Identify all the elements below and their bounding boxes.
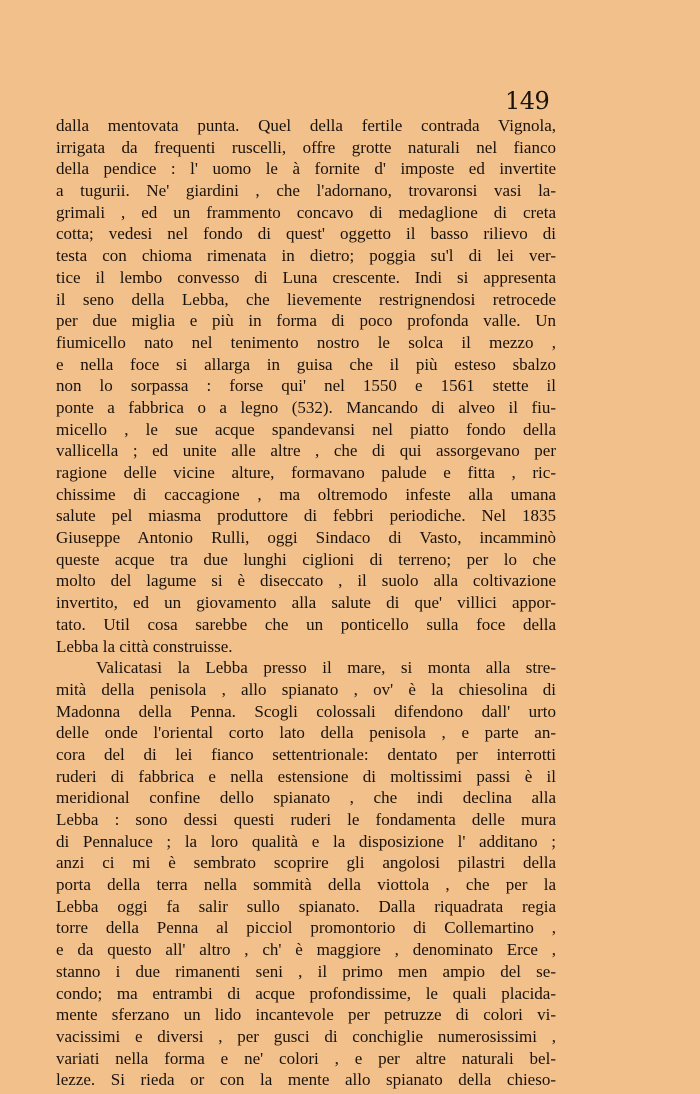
text-line: Lebba la città construisse. (56, 636, 233, 656)
body-text (56, 115, 556, 1091)
text-line: torre della Penna al picciol promontorio di Collemartino , (56, 918, 556, 938)
text-line: Madonna della Penna. Scogli colossali difendono dall' urto (56, 701, 556, 721)
text-line: Giuseppe Antonio Rulli, oggi Sindaco di Vasto, incamminò (56, 528, 556, 548)
text-line: a tugurii. Ne' giardini , che l'adornano, trovaronsi vasi la- (56, 181, 556, 201)
text-line: porta della terra nella sommità della viottola , che per la (56, 875, 556, 895)
text-line: grimali , ed un frammento concavo di medaglione di creta (56, 202, 556, 222)
text-line: delle onde l'oriental corto lato della penisola , e parte an- (56, 723, 556, 743)
text-line: ragione delle vicine alture, formavano palude e fitta , ric- (56, 463, 556, 482)
text-line: salute pel miasma produttore di febbri periodiche. Nel 1835 (56, 506, 556, 526)
text-line: mente sferzano un lido incantevole per petruzze di colori vi- (56, 1005, 556, 1025)
text-line: cora del di lei fianco settentrionale: dentato per interrotti (56, 744, 556, 764)
text-line: molto del lagume si è diseccato , il suolo alla coltivazione (56, 571, 556, 591)
text-line: tice il lembo convesso di Luna crescente. Indi si appresenta (56, 267, 556, 287)
text-line: non lo sorpassa : forse qui' nel 1550 e 1561 stette il (56, 376, 556, 396)
text-line: testa con chioma rimenata in dietro; poggia su'l di lei ver- (56, 246, 556, 266)
text-line: queste acque tra due lunghi ciglioni di terreno; per lo che (56, 549, 556, 569)
text-line: condo; ma entrambi di acque profondissime, le quali placida- (56, 983, 556, 1003)
page-number: 149 (505, 87, 550, 115)
text-line: tato. Util cosa sarebbe che un ponticello sulla foce della (56, 614, 556, 634)
text-line: di Pennaluce ; la loro qualità e la disposizione l' additano ; (56, 831, 556, 851)
text-line: lezze. Si rieda or con la mente allo spianato della chieso- (56, 1070, 556, 1090)
text-line: chissime di caccagione , ma oltremodo infeste alla umana (56, 484, 556, 504)
text-line: variati nella forma e ne' colori , e per altre naturali bel- (56, 1048, 556, 1068)
text-line: vallicella ; ed unite alle altre , che di qui assorgevano per (56, 441, 556, 461)
text-line: irrigata da frequenti ruscelli, offre grotte naturali nel fianco (56, 137, 556, 157)
text-line: micello , le sue acque spandevansi nel piatto fondo della (56, 419, 556, 439)
text-line: ruderi di fabbrica e nella estensione di moltissimi passi è il (56, 766, 556, 786)
text-line: mità della penisola , allo spianato , ov' è la chiesolina di (56, 679, 556, 699)
text-line: Valicatasi la Lebba presso il mare, si monta alla stre- (96, 658, 556, 678)
text-line: dalla mentovata punta. Quel della fertile contrada Vignola, (56, 116, 556, 135)
text-line: della pendice : l' uomo le à fornite d' imposte ed invertite (56, 159, 556, 179)
text-line: anzi ci mi è sembrato scoprire gli angolosi pilastri della (56, 853, 556, 873)
text-line: Lebba oggi fa salir sullo spianato. Dalla riquadrata regia (56, 896, 556, 916)
text-line: per due miglia e più in forma di poco profonda valle. Un (56, 311, 556, 331)
text-line: e da questo all' altro , ch' è maggiore , denominato Erce , (56, 940, 556, 960)
text-line: e nella foce si allarga in guisa che il più esteso sbalzo (56, 354, 556, 374)
text-line: invertito, ed un giovamento alla salute di que' villici appor- (56, 593, 556, 613)
text-line: il seno della Lebba, che lievemente restrignendosi retrocede (56, 289, 556, 309)
text-line: fiumicello nato nel tenimento nostro le solca il mezzo , (56, 332, 556, 352)
text-line: cotta; vedesi nel fondo di quest' oggetto il basso rilievo di (56, 224, 556, 244)
text-line: stanno i due rimanenti seni , il primo men ampio del se- (56, 961, 556, 981)
text-line: Lebba : sono dessi questi ruderi le fondamenta delle mura (56, 810, 556, 829)
text-line: vacissimi e diversi , per gusci di conchiglie numerosissimi , (56, 1026, 556, 1046)
text-line: ponte a fabbrica o a legno (532). Mancando di alveo il fiu- (56, 397, 556, 417)
text-line: meridional confine dello spianato , che indi declina alla (56, 788, 556, 808)
